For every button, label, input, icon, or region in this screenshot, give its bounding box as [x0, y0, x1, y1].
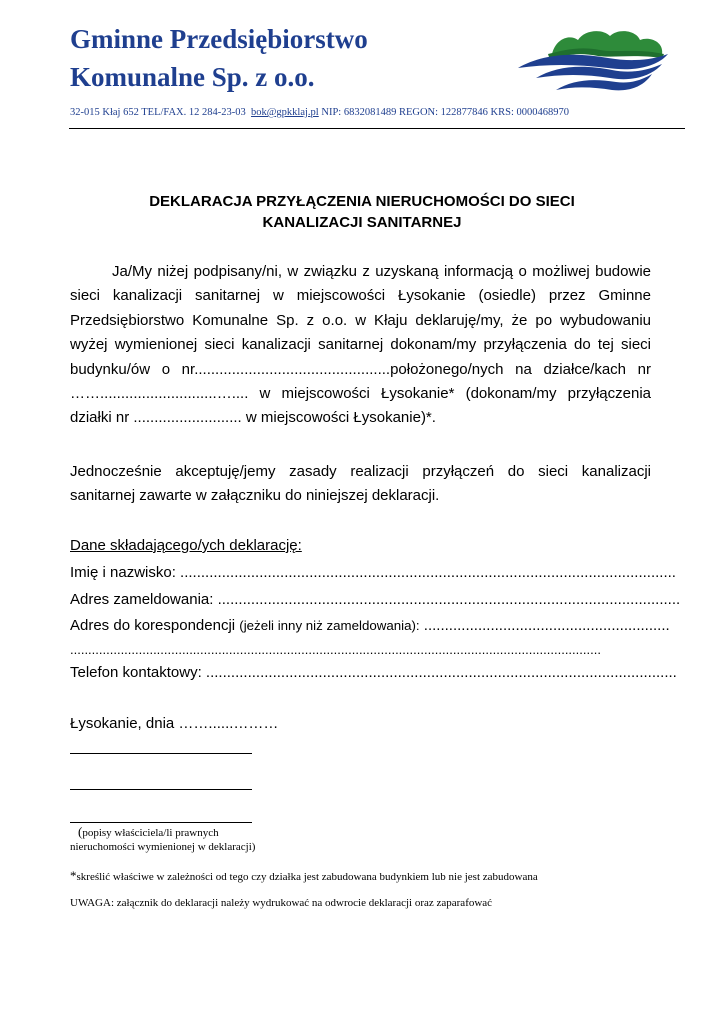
date-field[interactable]: Łysokanie, dnia ……......……… [70, 715, 279, 732]
contact-line [70, 107, 569, 118]
company-name-line1: Gminne Przedsiębiorstwo [70, 24, 368, 54]
title-line1: DEKLARACJA PRZYŁĄCZENIA NIERUCHOMOŚCI DO SIECI [149, 193, 575, 210]
document-title [60, 191, 664, 233]
email-link[interactable]: bok@gpkklaj.pl [251, 107, 319, 118]
registered-address-field[interactable]: Adres zameldowania: ............................................................................................................... [70, 591, 681, 608]
acceptance-paragraph: Jednocześnie akceptuję/jemy zasady realizacji przyłączeń do sieci kanalizacji sanitarnej zawarte w załączniku do niniejszej deklaracji. [70, 463, 651, 505]
correspondence-dots: ........................................................... [419, 617, 670, 634]
declaration-paragraph: Ja/My niżej podpisany/ni, w związku z uzyskaną informacją o możliwej budowie sieci kanalizacji sanitarnej w miejscowości Łysokanie (osiedle) przez Gminne Przedsiębiorstwo Komunalne Sp. z o.o. w Kłaju deklaruję/my, że po wybudowaniu wyżej wymienionej sieci kanalizacji sanitarnej dokonam/my przyłączenia do tej sieci budynku/ów o nr...............................................położonego/nych na działce/kach nr ……............................….... w miejscowości Łysokanie* (dokonam/my przyłączenia działki nr .......................... w miejscowości Łysokanie)*. [70, 263, 651, 427]
phone-field[interactable]: Telefon kontaktowy: ................................................................................................................. [70, 664, 677, 681]
company-logo [512, 24, 674, 96]
correspondence-continuation-field[interactable]: ................................................................................................................................................... [70, 642, 601, 657]
signature-line-2[interactable] [70, 789, 252, 790]
strike-footnote: *skreślić właściwe w zależności od tego czy działka jest zabudowana budynkiem lub nie jest zabudowana [70, 868, 538, 883]
header-divider [69, 128, 685, 129]
correspondence-note: (jeżeli inny niż zameldowania): [239, 618, 420, 633]
name-field[interactable]: Imię i nazwisko: ....................................................................................................................... [70, 564, 676, 581]
signature-line-3[interactable] [70, 822, 252, 823]
warning-note: UWAGA: załącznik do deklaracji należy wydrukować na odwrocie deklaracji oraz zaparafować [70, 897, 493, 909]
signature-caption-paren: ( [78, 824, 83, 839]
signature-caption-line1: (popisy właściciela/li prawnych [78, 824, 219, 839]
applicant-data-heading: Dane składającego/ych deklarację: [70, 537, 302, 554]
contact-registration: NIP: 6832081489 REGON: 122877846 KRS: 0000468970 [321, 107, 569, 118]
correspondence-label: Adres do korespondencji [70, 617, 236, 634]
company-name-line2: Komunalne Sp. z o.o. [70, 62, 315, 92]
signature-caption-line2: nieruchomości wymienionej w deklaracji) [70, 841, 256, 853]
footnote-asterisk: * [70, 868, 77, 883]
title-line2: KANALIZACJI SANITARNEJ [262, 214, 462, 231]
correspondence-address-field[interactable] [70, 617, 670, 635]
signature-line-1[interactable] [70, 753, 252, 754]
contact-address-phone: 32-015 Kłaj 652 TEL/FAX. 12 284-23-03 [70, 107, 246, 118]
